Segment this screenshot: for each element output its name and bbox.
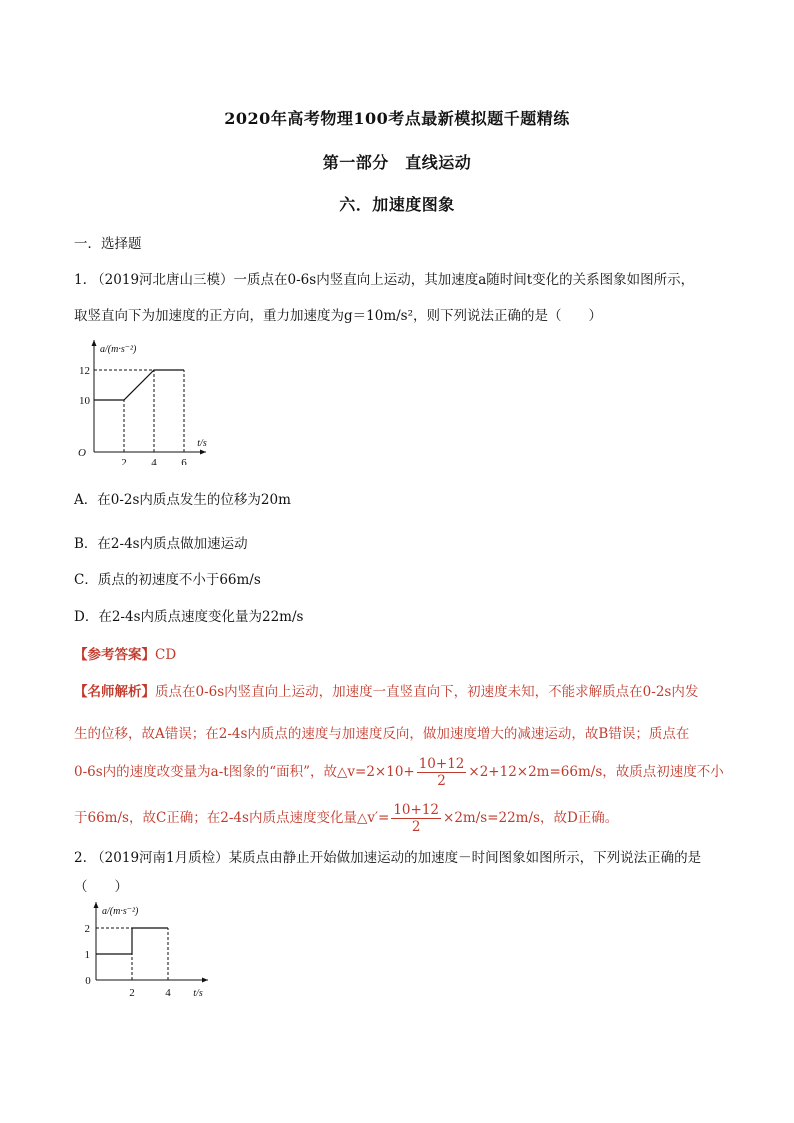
q1-option-c: C．质点的初速度不小于66m/s xyxy=(74,572,261,588)
y-tick-label: 2 xyxy=(84,923,90,935)
y-tick-label: 12 xyxy=(79,365,90,377)
q1-analysis-line1 xyxy=(74,680,698,700)
q1-acceleration-graph xyxy=(74,335,214,465)
x-tick-label: 4 xyxy=(165,987,171,999)
q2-stem-line1: 2. （2019河南1月质检）某质点由静止开始做加速运动的加速度－时间图象如图所示，下列说法正确的是 xyxy=(74,850,702,866)
analysis-text-4b: ×2m/s=22m/s，故D正确。 xyxy=(443,810,619,826)
y-tick-label: 1 xyxy=(84,949,90,961)
x-tick-label: 2 xyxy=(121,457,127,465)
x-tick-label: 2 xyxy=(129,987,135,999)
section-title: 六．加速度图象 xyxy=(339,195,455,214)
x-axis-arrow xyxy=(202,978,208,983)
answer-value: CD xyxy=(155,647,177,663)
analysis-text-1: 质点在0-6s内竖直向上运动，加速度一直竖直向下，初速度未知，不能求解质点在0-2s内发 xyxy=(155,684,699,700)
fraction-2-denominator: 2 xyxy=(411,819,421,835)
acceleration-series-line xyxy=(94,370,184,400)
x-tick-label: 4 xyxy=(151,457,157,465)
analysis-text-3a: 0-6s内的速度改变量为a-t图象的“面积”，故△v=2×10+ xyxy=(74,764,415,780)
q1-option-d: D．在2-4s内质点速度变化量为22m/s xyxy=(74,609,304,625)
y-axis-arrow xyxy=(94,902,99,908)
section-label: 一．选择题 xyxy=(74,236,142,252)
y-tick-label: 10 xyxy=(79,395,90,407)
fraction-2 xyxy=(391,802,441,835)
document-title: 2020年高考物理100考点最新模拟题千题精练 xyxy=(224,109,570,128)
q2-acceleration-graph xyxy=(80,898,220,1002)
origin-label: 0 xyxy=(85,975,91,987)
q1-answer xyxy=(74,643,176,663)
analysis-text-3b: ×2+12×2m=66m/s，故质点初速度不小 xyxy=(468,764,724,780)
analysis-label: 【名师解析】 xyxy=(74,684,155,700)
q1-option-a: A．在0-2s内质点发生的位移为20m xyxy=(74,492,291,508)
q1-stem-line2: 取竖直向下为加速度的正方向，重力加速度为g＝10m/s²，则下列说法正确的是（ ） xyxy=(74,308,603,324)
fraction-1-numerator: 10+12 xyxy=(418,756,465,772)
y-axis-arrow xyxy=(92,340,97,346)
q2-stem-line2: （ ） xyxy=(74,879,128,895)
q1-option-b: B．在2-4s内质点做加速运动 xyxy=(74,536,248,552)
x-axis-label: t/s xyxy=(193,988,203,999)
x-tick-label: 6 xyxy=(181,457,187,465)
q1-stem-line1: 1. （2019河北唐山三模）一质点在0-6s内竖直向上运动，其加速度a随时间t变化的关系图象如图所示， xyxy=(74,272,695,288)
q1-analysis-line4 xyxy=(74,802,618,835)
x-axis-arrow xyxy=(200,450,206,455)
origin-label: O xyxy=(78,447,86,459)
analysis-text-4a: 于66m/s，故C正确；在2-4s内质点速度变化量△v′= xyxy=(74,810,390,826)
y-axis-label: a/(m·s⁻²) xyxy=(100,344,137,355)
answer-label: 【参考答案】 xyxy=(74,647,155,663)
fraction-1 xyxy=(417,756,467,789)
fraction-1-denominator: 2 xyxy=(437,773,446,789)
q1-analysis-line3 xyxy=(74,756,724,789)
acceleration-series-line xyxy=(96,928,168,954)
y-axis-label: a/(m·s⁻²) xyxy=(102,906,139,917)
fraction-2-numerator: 10+12 xyxy=(393,802,440,818)
x-axis-label: t/s xyxy=(197,438,207,449)
part-title: 第一部分 直线运动 xyxy=(322,153,472,172)
q1-analysis-line2: 生的位移，故A错误；在2-4s内质点的速度与加速度反向，做加速度增大的减速运动，故B错误；质点在 xyxy=(74,726,690,742)
